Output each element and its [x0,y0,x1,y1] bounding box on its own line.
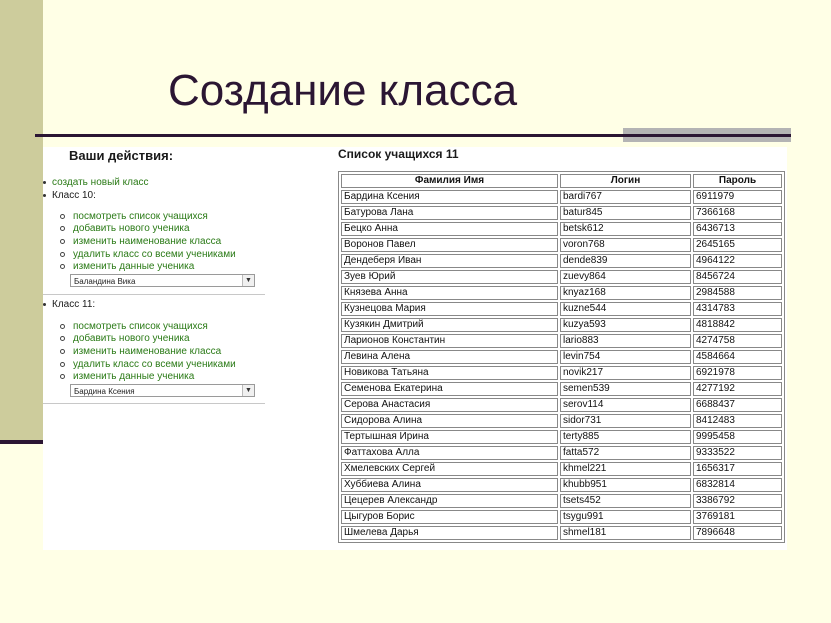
divider [43,294,265,295]
table-row [341,382,782,396]
table-row [341,206,782,220]
bullet-icon [43,194,46,197]
student-name-cell: Батурова Лана [341,206,558,220]
table-row [341,366,782,380]
table-row [341,238,782,252]
student-password-cell: 4277192 [693,382,782,396]
student-login-cell: semen539 [560,382,691,396]
student-name-cell: Зуев Юрий [341,270,558,284]
student-name-cell: Семенова Екатерина [341,382,558,396]
table-row [341,494,782,508]
student-name-cell: Бецко Анна [341,222,558,236]
column-header-password: Пароль [693,174,782,188]
student-login-cell: dende839 [560,254,691,268]
student-name-cell: Серова Анастасия [341,398,558,412]
student-password-cell: 2984588 [693,286,782,300]
class-11-delete[interactable]: удалить класс со всеми учениками [60,359,236,371]
student-password-cell: 6832814 [693,478,782,492]
class-11-add-student[interactable]: добавить нового ученика [60,333,190,345]
table-row [341,302,782,316]
class-10-delete[interactable]: удалить класс со всеми учениками [60,249,236,261]
student-login-cell: kuzne544 [560,302,691,316]
student-name-cell: Левина Алена [341,350,558,364]
student-name-cell: Шмелева Дарья [341,526,558,540]
student-name-cell: Тертышная Ирина [341,430,558,444]
table-row [341,510,782,524]
create-class-item[interactable] [43,177,149,189]
student-password-cell: 4584664 [693,350,782,364]
create-class-link[interactable]: создать новый класс [52,177,149,188]
class-11-edit-student[interactable]: изменить данные ученика [60,371,194,383]
student-password-cell: 8456724 [693,270,782,284]
class-11-view-list[interactable]: посмотреть список учащихся [60,321,208,333]
student-table-body [341,190,782,540]
student-name-cell: Бардина Ксения [341,190,558,204]
table-row [341,190,782,204]
student-password-cell: 4274758 [693,334,782,348]
student-login-cell: khubb951 [560,478,691,492]
student-name-cell: Князева Анна [341,286,558,300]
circle-bullet-icon [60,226,65,231]
table-row [341,222,782,236]
student-password-cell: 6436713 [693,222,782,236]
table-row [341,286,782,300]
student-login-cell: tsygu991 [560,510,691,524]
table-row [341,478,782,492]
student-login-cell: khmel221 [560,462,691,476]
circle-bullet-icon [60,324,65,329]
student-password-cell: 7366168 [693,206,782,220]
student-password-cell: 6688437 [693,398,782,412]
bullet-icon [43,181,46,184]
table-row [341,462,782,476]
student-name-cell: Фаттахова Алла [341,446,558,460]
table-row [341,526,782,540]
class-10-add-student[interactable]: добавить нового ученика [60,223,190,235]
student-password-cell: 3386792 [693,494,782,508]
slide-title: Создание класса [168,66,518,115]
table-row [341,254,782,268]
student-password-cell: 9333522 [693,446,782,460]
class-10-student-select[interactable] [70,274,255,287]
student-name-cell: Дендеберя Иван [341,254,558,268]
bullet-icon [43,303,46,306]
student-list-title: Список учащихся 11 [338,147,459,161]
slide-left-band [0,0,43,443]
circle-bullet-icon [60,214,65,219]
student-password-cell: 4314783 [693,302,782,316]
student-login-cell: terty885 [560,430,691,444]
student-login-cell: lario883 [560,334,691,348]
chevron-down-icon[interactable]: ▼ [242,385,254,396]
slide-band-bottom-line [0,440,43,444]
student-name-cell: Сидорова Алина [341,414,558,428]
actions-title: Ваши действия: [69,148,174,163]
student-password-cell: 7896648 [693,526,782,540]
table-row [341,318,782,332]
circle-bullet-icon [60,374,65,379]
circle-bullet-icon [60,362,65,367]
class-10-view-list[interactable]: посмотреть список учащихся [60,211,208,223]
class-10-label: Класс 10: [52,190,96,201]
student-password-cell: 3769181 [693,510,782,524]
class-10-rename[interactable]: изменить наименование класса [60,236,221,248]
class-11-label: Класс 11: [52,299,96,310]
student-name-cell: Ларионов Константин [341,334,558,348]
student-login-cell: levin754 [560,350,691,364]
student-name-cell: Цыгуров Борис [341,510,558,524]
student-login-cell: betsk612 [560,222,691,236]
student-name-cell: Цецерев Александр [341,494,558,508]
circle-bullet-icon [60,252,65,257]
student-login-cell: shmel181 [560,526,691,540]
student-password-cell: 4964122 [693,254,782,268]
table-row [341,430,782,444]
student-login-cell: sidor731 [560,414,691,428]
student-login-cell: bardi767 [560,190,691,204]
table-row [341,334,782,348]
student-password-cell: 2645165 [693,238,782,252]
student-name-cell: Хмелевских Сергей [341,462,558,476]
class-10-selected-student: Баландина Вика [74,277,136,286]
chevron-down-icon[interactable]: ▼ [242,275,254,286]
screenshot-panel [43,147,787,550]
student-name-cell: Кузнецова Мария [341,302,558,316]
divider [43,403,265,404]
student-login-cell: zuevy864 [560,270,691,284]
student-password-cell: 6911979 [693,190,782,204]
table-header-row [341,174,782,188]
student-login-cell: novik217 [560,366,691,380]
class-11-rename[interactable]: изменить наименование класса [60,346,221,358]
student-name-cell: Хуббиева Алина [341,478,558,492]
table-row [341,270,782,284]
class-10-header [43,190,96,202]
student-password-cell: 9995458 [693,430,782,444]
student-table [338,171,785,543]
table-row [341,398,782,412]
circle-bullet-icon [60,264,65,269]
student-password-cell: 6921978 [693,366,782,380]
student-name-cell: Кузякин Дмитрий [341,318,558,332]
student-login-cell: serov114 [560,398,691,412]
column-header-login: Логин [560,174,691,188]
student-login-cell: kuzya593 [560,318,691,332]
student-name-cell: Воронов Павел [341,238,558,252]
table-row [341,446,782,460]
class-11-selected-student: Бардина Ксения [74,387,135,396]
circle-bullet-icon [60,349,65,354]
circle-bullet-icon [60,239,65,244]
student-name-cell: Новикова Татьяна [341,366,558,380]
student-password-cell: 8412483 [693,414,782,428]
student-login-cell: batur845 [560,206,691,220]
student-password-cell: 1656317 [693,462,782,476]
class-11-header [43,299,95,311]
student-login-cell: fatta572 [560,446,691,460]
slide-title-rule [35,134,791,137]
column-header-name: Фамилия Имя [341,174,558,188]
student-password-cell: 4818842 [693,318,782,332]
class-10-edit-student[interactable]: изменить данные ученика [60,261,194,273]
table-row [341,414,782,428]
table-row [341,350,782,364]
student-login-cell: knyaz168 [560,286,691,300]
circle-bullet-icon [60,336,65,341]
student-login-cell: tsets452 [560,494,691,508]
student-login-cell: voron768 [560,238,691,252]
class-11-student-select[interactable] [70,384,255,397]
